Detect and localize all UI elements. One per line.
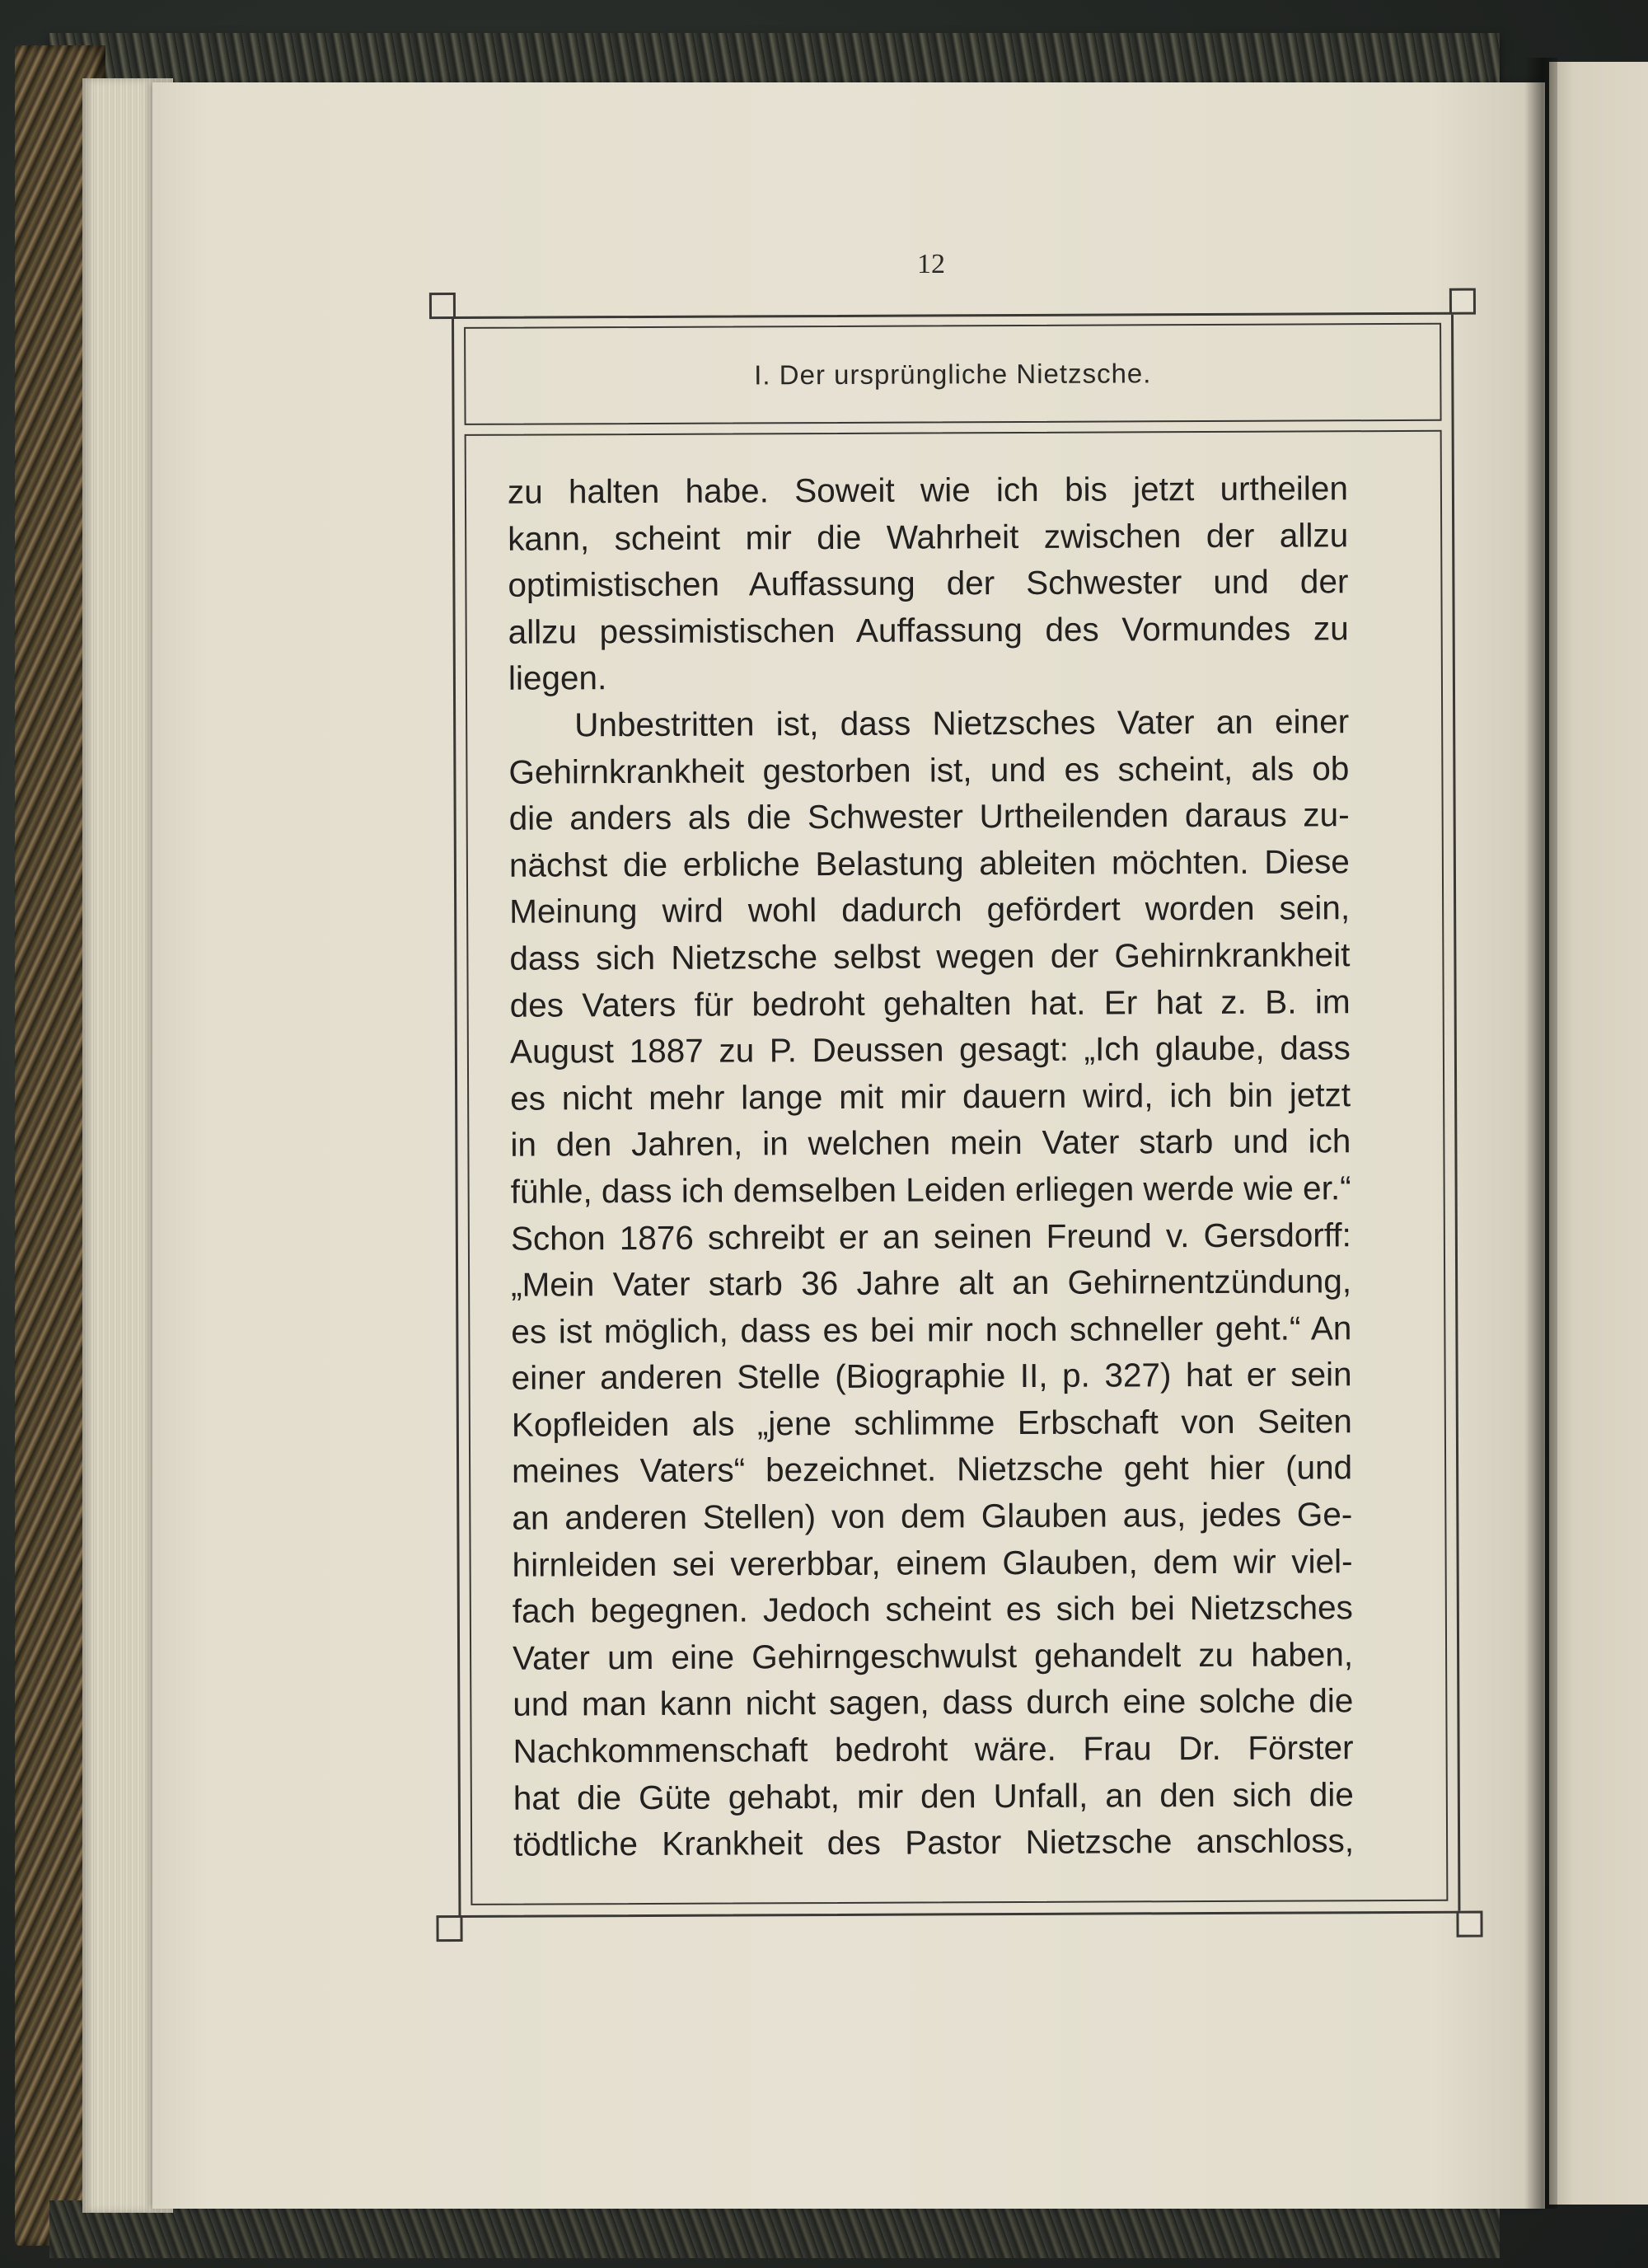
text-line: hat die Güte gehabt, mir den Unfall, an den sich die <box>513 1774 1354 1817</box>
text-line: Vater um eine Gehirngeschwulst gehandelt zu haben, <box>513 1635 1354 1677</box>
ornamental-frame <box>452 312 1460 1918</box>
text-line: nächst die erbliche Belastung ableiten möchten. Diese <box>508 842 1350 884</box>
text-line: und man kann nicht sagen, dass durch eine solche die <box>513 1681 1354 1724</box>
frame-corner-square-icon <box>1449 288 1476 315</box>
text-line: zu halten habe. Soweit wie ich bis jetzt urtheilen <box>507 469 1349 511</box>
text-line: Meinung wird wohl dadurch gefördert worden sein, <box>509 888 1351 931</box>
running-head-box <box>464 323 1442 425</box>
text-line: Gehirnkrankheit gestorben ist, und es scheint, als ob <box>508 748 1350 791</box>
text-line: Unbestritten ist, dass Nietzsches Vater an einer <box>574 702 1350 744</box>
frame-corner-square-icon <box>1456 1911 1482 1938</box>
facing-page-edge <box>1549 62 1648 2205</box>
text-line: optimistischen Auffassung der Schwester und der <box>508 562 1349 604</box>
book-cover-top-edge <box>49 33 1500 82</box>
text-box <box>465 430 1449 1905</box>
text-line: dass sich Nietzsche selbst wegen der Gehirnkrankheit <box>509 935 1351 977</box>
running-head: I. Der ursprüngliche Nietzsche. <box>754 357 1152 390</box>
text-line: meines Vaters“ bezeichnet. Nietzsche geht hier (und <box>512 1448 1353 1491</box>
text-line: tödtliche Krankheit des Pastor Nietzsche anschloss, <box>513 1821 1355 1863</box>
book-cover-bottom-edge <box>49 2200 1500 2258</box>
text-line: fühle, dass ich demselben Leiden erliegen werde wie er.“ <box>510 1169 1351 1211</box>
spine-shadow <box>1524 58 1557 2209</box>
text-line: Kopfleiden als „jene schlimme Erbschaft von Seiten <box>511 1402 1352 1444</box>
text-line: des Vaters für bedroht gehalten hat. Er hat z. B. im <box>509 982 1351 1024</box>
text-line: an anderen Stellen) von dem Glauben aus, jedes Ge- <box>512 1495 1353 1537</box>
text-line: es nicht mehr lange mit mir dauern wird, ich bin jetzt <box>510 1075 1351 1118</box>
text-line: fach begegnen. Jedoch scheint es sich bei Nietzsches <box>512 1588 1353 1630</box>
text-line: kann, scheint mir die Wahrheit zwischen der allzu <box>508 515 1349 558</box>
text-line: liegen. <box>508 658 607 698</box>
frame-corner-square-icon <box>436 1915 462 1942</box>
text-line: Nachkommenschaft bedroht wäre. Frau Dr. Förster <box>513 1728 1354 1770</box>
text-line: es ist möglich, dass es bei mir noch schneller geht.“ An <box>511 1308 1352 1351</box>
page-number: 12 <box>917 249 945 279</box>
text-line: Schon 1876 schreibt er an seinen Freund v. Gersdorff: <box>510 1215 1351 1258</box>
text-line: einer anderen Stelle (Biographie II, p. 327) hat er sein <box>511 1355 1352 1397</box>
frame-corner-square-icon <box>429 293 456 319</box>
text-line: allzu pessimistischen Auffassung des Vormundes zu <box>508 609 1349 651</box>
text-line: „Mein Vater starb 36 Jahre alt an Gehirnentzündung, <box>511 1262 1352 1304</box>
body-text <box>508 465 1354 1867</box>
text-line: in den Jahren, in welchen mein Vater starb und ich <box>510 1122 1351 1164</box>
text-line: hirnleiden sei vererbbar, einem Glauben, dem wir viel- <box>512 1541 1353 1584</box>
text-line: August 1887 zu P. Deussen gesagt: „Ich glaube, dass <box>509 1029 1351 1071</box>
text-line: die anders als die Schwester Urtheilenden daraus zu- <box>508 795 1350 837</box>
